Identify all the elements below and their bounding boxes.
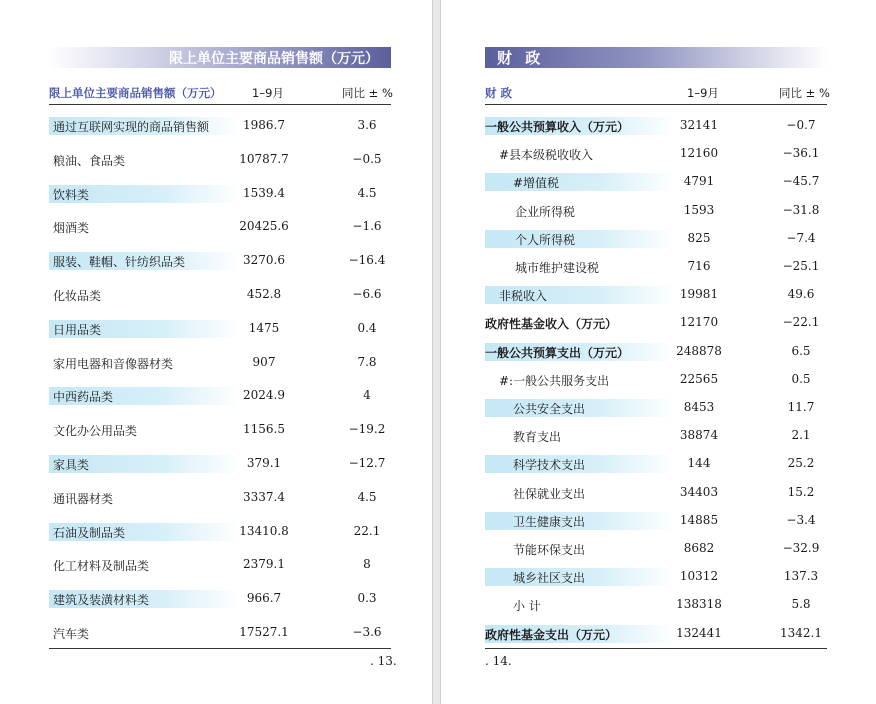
row-value: 3337.4: [243, 489, 285, 504]
row-label: 非税收入: [499, 289, 548, 304]
row-yoy: −31.8: [782, 202, 820, 217]
table-row: [485, 286, 827, 304]
left-page: [0, 0, 433, 704]
table-row: [49, 185, 391, 203]
row-yoy: −0.5: [352, 151, 382, 166]
row-yoy: −45.7: [782, 174, 820, 189]
row-label: 科学技术支出: [513, 458, 586, 473]
table-row: [49, 151, 391, 169]
row-value: 132441: [676, 625, 722, 640]
table-row: [49, 387, 391, 405]
row-label: 个人所得税: [515, 232, 576, 247]
table-row: [49, 117, 391, 135]
table-row: [485, 258, 827, 276]
row-value: 1156.5: [243, 422, 285, 437]
row-value: 19981: [679, 287, 719, 302]
row-label: 粮油、食品类: [53, 153, 126, 168]
row-yoy: −12.7: [348, 456, 386, 470]
row-label: 服装、鞋帽、针纺织品类: [53, 255, 186, 270]
right-header-yoy: 同比 ± %: [779, 86, 830, 100]
row-value: 10312: [679, 569, 719, 584]
row-yoy: 1342.1: [780, 625, 822, 640]
row-value: 2024.9: [243, 388, 285, 403]
row-yoy: 137.3: [783, 569, 819, 584]
table-row: [49, 218, 391, 236]
right-header-name: 财 政: [485, 86, 513, 100]
right-page-number: . 14.: [485, 654, 512, 668]
row-yoy: 22.1: [353, 523, 381, 538]
row-yoy: −3.6: [352, 625, 382, 639]
left-bottom-rule: [49, 648, 391, 649]
left-header-name: 限上单位主要商品销售额（万元）: [49, 86, 222, 100]
row-yoy: 49.6: [787, 287, 815, 302]
row-value: 138318: [676, 597, 722, 612]
row-value: 716: [687, 259, 711, 273]
row-label: 化工材料及制品类: [53, 559, 150, 574]
row-yoy: 4.5: [357, 489, 377, 504]
row-yoy: 6.5: [791, 343, 811, 358]
row-label: 政府性基金支出（万元）: [485, 627, 618, 642]
row-yoy: 0.5: [791, 371, 811, 386]
row-yoy: 2.1: [791, 428, 811, 443]
table-row: [49, 320, 391, 338]
row-value: 10787.7: [239, 151, 289, 166]
row-value: 22565: [679, 371, 719, 386]
row-label: 日用品类: [53, 322, 102, 337]
table-row: [485, 568, 827, 586]
table-row: [485, 625, 827, 643]
row-label: 通过互联网实现的商品销售额: [53, 120, 210, 134]
row-yoy: −19.2: [348, 422, 386, 437]
row-highlight: [485, 230, 675, 248]
row-yoy: −6.6: [352, 287, 382, 301]
table-row: [485, 371, 827, 389]
row-value: 20425.6: [239, 219, 289, 234]
row-label: 烟酒类: [53, 221, 90, 236]
row-value: 144: [687, 456, 711, 471]
row-value: 34403: [679, 484, 719, 499]
table-row: [485, 202, 827, 220]
table-row: [49, 590, 391, 608]
row-yoy: 11.7: [787, 400, 815, 414]
row-label: 石油及制品类: [53, 525, 126, 540]
row-label: 公共安全支出: [513, 402, 586, 416]
right-header-rule: [485, 104, 827, 105]
row-value: 32141: [679, 118, 719, 132]
table-row: [49, 624, 391, 642]
row-value: 1539.4: [243, 185, 285, 200]
row-label: 中西药品类: [53, 390, 114, 405]
row-yoy: −3.4: [786, 512, 816, 527]
row-label: 政府性基金收入（万元）: [485, 317, 618, 332]
row-value: 248878: [676, 343, 722, 358]
row-value: 825: [687, 230, 711, 245]
row-label: 一般公共预算收入（万元）: [485, 120, 630, 134]
table-row: [485, 484, 827, 502]
right-header-period: 1–9月: [687, 86, 719, 100]
row-label: 教育支出: [513, 430, 562, 445]
table-row: [485, 540, 827, 558]
row-label: 化妆品类: [53, 289, 102, 303]
row-label: 通讯器材类: [53, 491, 114, 506]
table-row: [49, 252, 391, 270]
row-yoy: −16.4: [348, 253, 386, 268]
table-row: [49, 523, 391, 541]
row-label: 家具类: [53, 458, 90, 472]
left-banner: [48, 47, 391, 68]
row-yoy: −0.7: [786, 118, 816, 132]
table-row: [485, 314, 827, 332]
row-label: 小 计: [513, 599, 541, 614]
row-yoy: −1.6: [352, 219, 382, 234]
row-value: 907: [252, 354, 276, 369]
row-label: 卫生健康支出: [513, 514, 586, 529]
table-row: [485, 455, 827, 473]
row-yoy: 0.4: [357, 320, 377, 335]
row-yoy: −22.1: [782, 315, 820, 330]
table-row: [485, 512, 827, 530]
row-yoy: −32.9: [782, 541, 820, 555]
row-value: 452.8: [246, 287, 282, 301]
table-row: [485, 117, 827, 135]
row-value: 1986.7: [243, 118, 285, 132]
row-label: 企业所得税: [515, 204, 576, 219]
row-label: 一般公共预算支出（万元）: [485, 345, 630, 360]
table-row: [485, 399, 827, 417]
left-header-rule: [49, 104, 391, 105]
left-banner-title: 限上单位主要商品销售额（万元）: [169, 50, 379, 67]
table-row: [485, 145, 827, 163]
row-value: 12170: [679, 315, 719, 330]
left-header-period: 1–9月: [252, 86, 284, 100]
left-table-header: [0, 85, 432, 101]
row-yoy: 3.6: [357, 118, 377, 132]
row-yoy: 25.2: [787, 456, 815, 471]
row-yoy: −36.1: [782, 146, 820, 161]
left-header-yoy: 同比 ± %: [342, 86, 393, 100]
row-value: 1593: [683, 202, 715, 217]
row-yoy: −7.4: [786, 230, 816, 245]
table-row: [49, 286, 391, 304]
row-label: 城乡社区支出: [513, 571, 586, 586]
table-row: [49, 421, 391, 439]
row-yoy: 4: [363, 388, 371, 403]
row-label: 节能环保支出: [513, 543, 586, 557]
row-yoy: 5.8: [791, 597, 811, 612]
row-yoy: 4.5: [357, 185, 377, 200]
row-label: 社保就业支出: [513, 486, 586, 501]
table-row: [49, 489, 391, 507]
right-banner-title: 财 政: [497, 49, 545, 67]
row-label: 家用电器和音像器材类: [53, 356, 174, 371]
row-value: 4791: [683, 174, 715, 189]
right-table-header: [441, 85, 876, 101]
row-yoy: 8: [363, 557, 371, 572]
row-value: 379.1: [246, 456, 282, 470]
row-value: 17527.1: [239, 625, 289, 639]
left-page-number: . 13.: [370, 654, 397, 668]
row-yoy: −25.1: [782, 259, 820, 273]
table-row: [485, 230, 827, 248]
row-label: 饮料类: [53, 187, 90, 202]
row-label: 汽车类: [53, 627, 90, 641]
table-row: [485, 343, 827, 361]
table-row: [485, 596, 827, 614]
row-label: #增值税: [513, 176, 560, 191]
row-value: 8682: [683, 541, 715, 555]
row-yoy: 15.2: [787, 484, 815, 499]
row-label: #:一般公共服务支出: [499, 373, 610, 388]
row-label: 城市维护建设税: [515, 261, 600, 275]
table-row: [485, 173, 827, 191]
table-row: [49, 354, 391, 372]
row-value: 13410.8: [239, 523, 289, 538]
row-value: 3270.6: [243, 253, 285, 268]
row-label: 文化办公用品类: [53, 424, 138, 439]
row-value: 966.7: [246, 591, 282, 606]
row-label: 建筑及装潢材料类: [53, 593, 150, 608]
table-row: [49, 455, 391, 473]
row-value: 2379.1: [243, 557, 285, 572]
row-value: 14885: [679, 512, 719, 527]
row-value: 8453: [683, 400, 715, 414]
table-row: [49, 556, 391, 574]
table-row: [485, 427, 827, 445]
row-label: #县本级税收收入: [499, 148, 594, 163]
right-page: [440, 0, 876, 704]
right-banner: [485, 47, 828, 68]
row-value: 12160: [679, 146, 719, 161]
row-yoy: 0.3: [357, 591, 377, 606]
right-bottom-rule: [485, 648, 827, 649]
row-value: 1475: [248, 320, 280, 335]
row-yoy: 7.8: [357, 354, 377, 369]
row-value: 38874: [679, 428, 719, 443]
